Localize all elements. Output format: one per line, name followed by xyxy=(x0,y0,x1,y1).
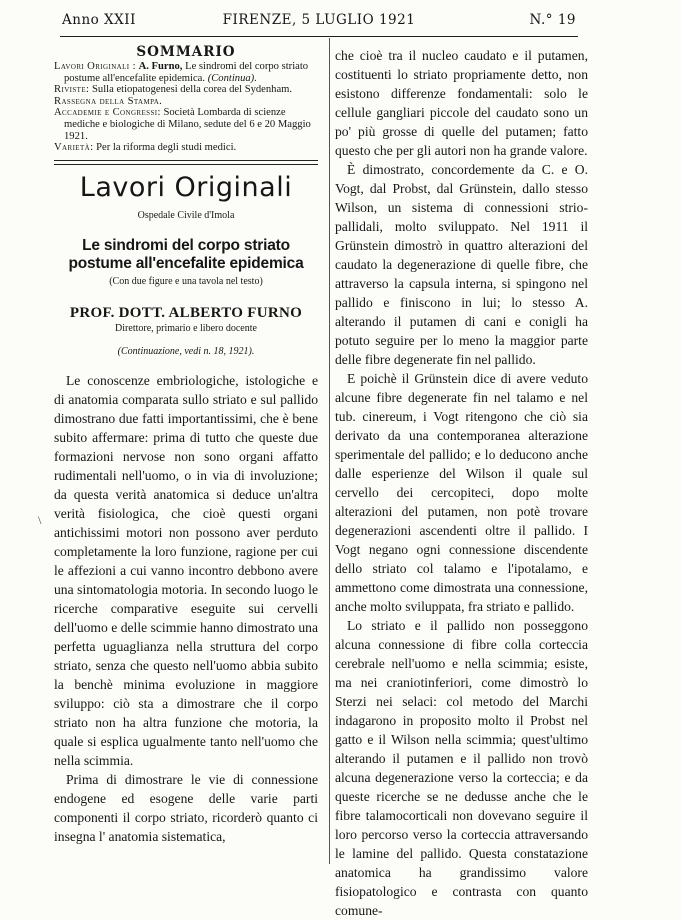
sommario-label: Varietà: xyxy=(54,142,94,154)
running-head xyxy=(62,12,576,30)
issue-place-date: FIRENZE, 5 LUGLIO 1921 xyxy=(222,12,416,28)
article-author: PROF. DOTT. ALBERTO FURNO xyxy=(69,304,303,321)
article-title: Le sindromi del corpo striato postume all'encefalite epidemica xyxy=(68,236,304,272)
left-column xyxy=(54,44,318,846)
hospital-line: Ospedale Civile d'Imola xyxy=(137,209,235,221)
sommario-text: Per la riforma degli studi medici. xyxy=(96,142,237,154)
sommario-label: Accademie e Congressi: xyxy=(54,107,161,119)
sommario-text: Società Lombarda di scienze mediche e biologiche di Milano, sedute del 6 e 20 Maggio 1921. xyxy=(64,107,311,142)
sommario-label: Lavori Originali : xyxy=(54,61,136,72)
header-rule xyxy=(60,36,578,37)
paragraph: Le conoscenze embriologiche, istologiche e di anatomia comparata sullo striato e sul pallido dimostrano due fatti importantissimi, che è bene subito affermare: prima di tutto che queste due formazioni nervose non sono organi affatto rudimentali nell'uomo, o in via di involuzione; da questa verità anatomica si deduce un'altra verità fisiologica, che cioè questi organi antichissimi motori non possono aver perduto completamente la loro funzione, ragione per cui le affezioni a cui vanno incontro debbono avere una sintomatologia motoria. In secondo luogo le ricerche comparative eseguite sui cervelli dell'uomo e delle scimmie hanno dimostrato una perfetta uguaglianza nella struttura del corpo striato, senza che questo nell'uomo abbia subito la benchè minima evoluzione in maggiore sviluppo: ciò sta a dimostrare che il corpo striato non ha altra funzione che motoria, la quale si esplica ugualmente tanto nell'uomo che nella scimmia. xyxy=(54,372,318,768)
paragraph: che cioè tra il nucleo caudato e il putamen, costituenti lo striato propriamente detto, non esistono differenze fondamentali: solo le cellule gangliari piccole del caudato sono un po' più grosse di quelle del putamen; fatto questo che per gli autori non ha grande valore. xyxy=(335,48,588,158)
paragraph: È dimostrato, concordemente da C. e O. Vogt, dal Probst, dal Grünstein, dallo stesso Wilson, un sistema di connessioni strio-pallidali, molto sviluppato. Nel 1911 il Grünstein dimostrò in quattro alterazioni del caudato la degenerazione di quelle fibre, che attraverso la capsula interna, si spingono nel pallido e finiscono in lui; lo stesso A. alterando il putamen di cani e conigli ha potuto seguire per lo meno la maggior parte delle fibre degenerate fin nel pallido. xyxy=(335,162,588,367)
volume-year: Anno XXII xyxy=(62,12,136,28)
paragraph: E poichè il Grünstein dice di avere veduto alcune fibre degenerate fin nel talamo e nel tub. cinereum, i Vogt ritengono che ciò sia derivato da una contemporanea alterazione sperimentale del pallido; e lo deducono anche dalle esperienze del Wilson il quale sul cervello dei cercopiteci, dopo molte alterazioni del putamen, non potè trovare degenerazioni ascendenti oltre il pallido. I Vogt negano ogni connessione discendente dello striato col talamo e l'ipotalamo, e ammettono come dimostrata una connessione, anche molto sviluppata, fra striato e pallido. xyxy=(335,371,588,614)
sommario-entry-riviste xyxy=(54,84,318,96)
issue-number: N.° 19 xyxy=(529,12,576,28)
continuation-note: (Continuazione, vedi n. 18, 1921). xyxy=(117,345,255,357)
sommario-label: Rassegna della Stampa. xyxy=(54,95,163,107)
section-divider xyxy=(54,160,318,165)
sommario-list xyxy=(54,61,318,154)
sommario-text: Sulla etiopatogenesi della corea del Sydenham. xyxy=(92,84,293,96)
sommario-entry-rassegna xyxy=(54,96,318,108)
paragraph: Lo striato e il pallido non posseggono alcuna connessione di fibre colla corteccia cerebrale nell'uomo e nella scimmia; esiste, ma nei craniotinferiori, come dimostrò lo Sterzi nei selaci: col metodo del Marchi indagarono in proposito molto il Probst nel gatto e il Wilson nella scimmia; quest'ultimo alterando il putamen e il pallido non trovò alcuna degenerazione verso la corteccia; e da queste ricerche se ne dedusse anche che le fibre talamocorticali non dovevano seguire il loro percorso verso la corteccia attraversando le lamine del pallido. Questa constatazione anatomica ha grandissimo valore fisiopatologico e contrasta con quanto comune- xyxy=(335,618,588,918)
sommario-label: Riviste: xyxy=(54,84,90,96)
sommario-entry-accademie xyxy=(54,107,318,142)
sommario-entry-lavori xyxy=(54,61,318,84)
right-column xyxy=(335,46,588,920)
paragraph: Prima di dimostrare le vie di connessione endogene ed esogene delle varie parti componenti il corpo striato, ricorderò quanto ci insegna l' anatomia sistematica, xyxy=(54,771,318,844)
column-rule xyxy=(329,38,330,864)
author-role: Direttore, primario e libero docente xyxy=(115,322,257,334)
section-title: Lavori Originali xyxy=(79,171,293,203)
sommario-entry-varieta xyxy=(54,142,318,154)
margin-mark: \ xyxy=(38,513,42,527)
left-body xyxy=(54,371,318,846)
sommario-cont: (Continua). xyxy=(207,72,257,84)
sommario-text: Le sindromi del corpo striato postume all'encefalite epidemica. xyxy=(64,61,309,84)
sommario-title: SOMMARIO xyxy=(136,44,236,60)
article-subtitle: (Con due figure e una tavola nel testo) xyxy=(109,275,263,287)
sommario-author: A. Furno, xyxy=(138,61,183,72)
